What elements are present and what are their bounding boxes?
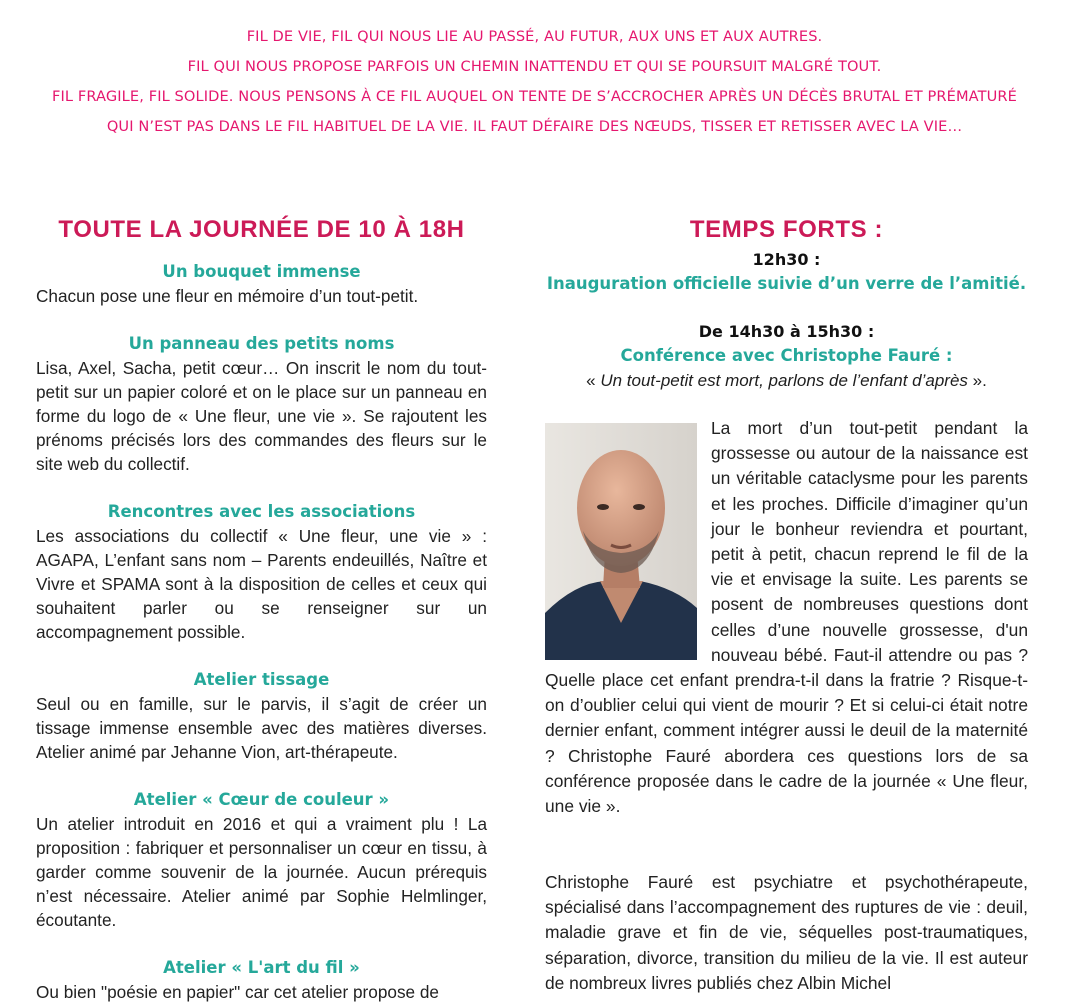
section-text: Seul ou en famille, sur le parvis, il s’agit de créer un tissage immense ensemble avec des matières diverses. Atelier animé par Jehanne Vion, art-thérapeute. [36, 694, 487, 762]
left-column [36, 212, 487, 1004]
section-title: Un bouquet immense [162, 262, 361, 281]
intro-line: FIL DE VIE, FIL QUI NOUS LIE AU PASSÉ, AU FUTUR, AUX UNS ET AUX AUTRES. [246, 28, 823, 45]
quote-open: « [586, 371, 601, 390]
quote-close: ». [967, 371, 987, 390]
section-title: Un panneau des petits noms [128, 334, 395, 353]
section-text: Un atelier introduit en 2016 et qui a vraiment plu ! La proposition : fabriquer et personnaliser un cœur en tissu, à garder comme souvenir de la journée. Aucun prérequis n’est nécessaire. Atelier animé par Sophie Helmlinger, écoutante. [36, 814, 487, 930]
left-column-title: TOUTE LA JOURNÉE DE 10 À 18H [58, 216, 465, 243]
section-title: Atelier « L'art du fil » [163, 958, 360, 977]
right-column [545, 212, 1028, 394]
intro-text [0, 22, 1069, 142]
speaker-bio: Christophe Fauré est psychiatre et psychothérapeute, spécialisé dans l’accompagnement des ruptures de vie : deuil, maladie grave et fin de vie, séquelles post-traumatiques, séparation, divorce, transition du milieu de la vie. Il est auteur de nombreux livres publiés chez Albin Michel [545, 872, 1028, 993]
event-title: Inauguration officielle suivie d’un verre de l’amitié. [546, 274, 1027, 293]
section-title: Rencontres avec les associations [107, 502, 416, 521]
conference-description [545, 416, 1028, 819]
intro-line: FIL QUI NOUS PROPOSE PARFOIS UN CHEMIN INATTENDU ET QUI SE POURSUIT MALGRÉ TOUT. [187, 58, 882, 75]
section-title: Atelier « Cœur de couleur » [133, 790, 390, 809]
section-text: Les associations du collectif « Une fleur, une vie » : AGAPA, L’enfant sans nom – Parents endeuillés, Naître et Vivre et SPAMA sont à la disposition de celles et ceux qui souhaitent parler ou se renseigner sur un accompagnement possible. [36, 526, 487, 642]
bio-text: La mort d’un tout-petit pendant la grossesse ou autour de la naissance est un véritable cataclysme pour les parents et les proches. Difficile d’imaginer qu’un jour le bonheur reviendra et pourtant, petit à petit, chacun reprend le fil de la vie et envisage la suite. Les parents se posent de nombreuses questions dont celles d’une nouvelle grossesse, d'un nouveau bébé. Faut-il attendre ou pas ? Quelle place cet enfant prendra-t-il dans la fratrie ? Risque-t-on d’oublier celui qui vient de mourir ? Et si celui-ci était notre dernier enfant, comment intégrer aussi le deuil de la maternité ? Christophe Fauré abordera ces questions lors de sa conférence proposée dans le cadre de la journée « Une fleur, une vie ». [545, 418, 1028, 817]
section-text: Lisa, Axel, Sacha, petit cœur… On inscrit le nom du tout-petit sur un papier coloré et on le place sur un panneau en forme du logo de « Une fleur, une vie ». Se rajoutent les prénoms précisés lors des commandes des fleurs sur le site web du collectif. [36, 358, 487, 474]
event-title: Conférence avec Christophe Fauré : [620, 346, 953, 365]
time-label: De 14h30 à 15h30 : [698, 322, 875, 341]
section-text: Ou bien "poésie en papier" car cet atelier propose de [36, 982, 439, 1002]
photo-spacer [545, 416, 711, 668]
section-text: Chacun pose une fleur en mémoire d’un tout-petit. [36, 286, 419, 306]
section-title: Atelier tissage [193, 670, 330, 689]
right-column-title: TEMPS FORTS : [689, 216, 884, 243]
intro-line: QUI N’EST PAS DANS LE FIL HABITUEL DE LA VIE. IL FAUT DÉFAIRE DES NŒUDS, TISSER ET RETISSER AVEC LA VIE… [106, 118, 963, 135]
time-label: 12h30 : [752, 250, 821, 269]
quote-text: Un tout-petit est mort, parlons de l’enfant d’après [600, 371, 968, 390]
intro-line: FIL FRAGILE, FIL SOLIDE. NOUS PENSONS À CE FIL AUQUEL ON TENTE DE S’ACCROCHER APRÈS UN DÉCÈS BRUTAL ET PRÉMATURÉ [52, 88, 1017, 105]
conference-quote [545, 368, 1028, 394]
